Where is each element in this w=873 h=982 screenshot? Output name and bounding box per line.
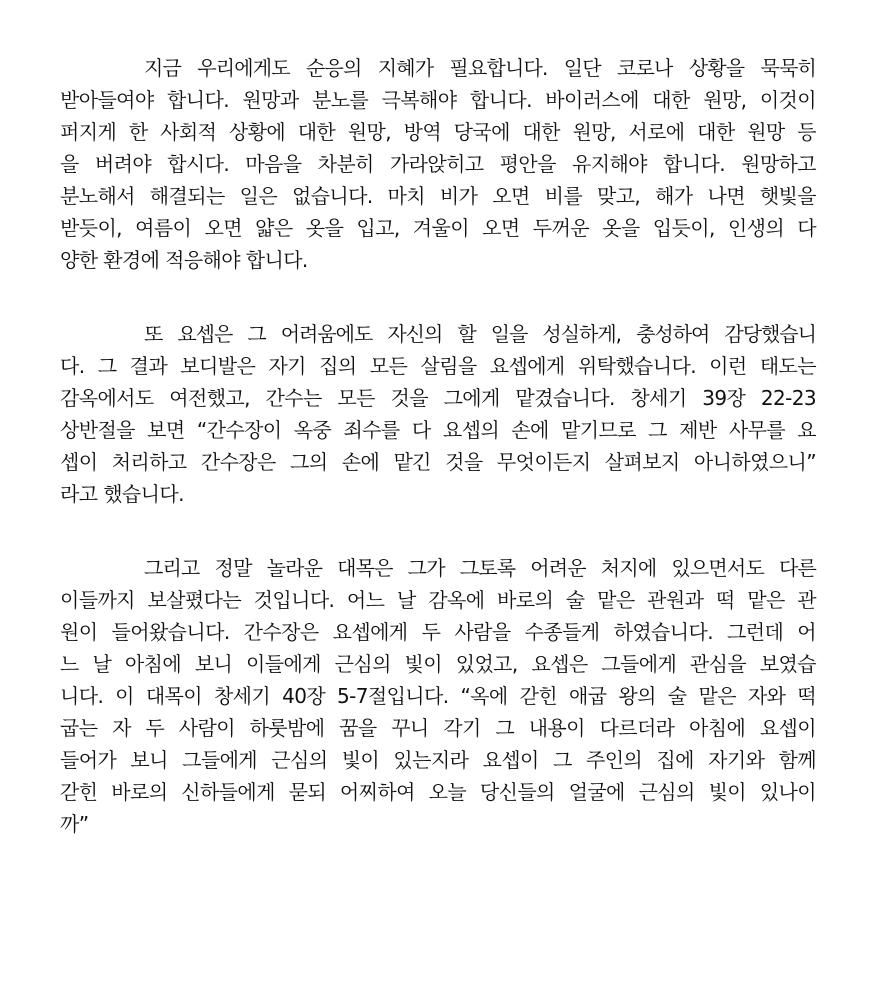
text-line: 갇힌 바로의 신하들에게 묻되 어찌하여 오늘 당신들의 얼굴에 근심의 빛이 있나이 xyxy=(60,780,816,804)
text-line: 감옥에서도 여전했고, 간수는 모든 것을 그에게 맡겼습니다. 창세기 39장 22-23 xyxy=(60,386,816,410)
text-line: 지금 우리에게도 순응의 지혜가 필요합니다. 일단 코로나 상황을 묵묵히 xyxy=(144,56,816,80)
text-line: 양한 환경에 적응해야 합니다. xyxy=(60,248,308,272)
text-line: 셉이 처리하고 간수장은 그의 손에 맡긴 것을 무엇이든지 살펴보지 아니하였으니” xyxy=(60,450,816,474)
paragraph-3 xyxy=(60,552,816,840)
paragraph-2 xyxy=(60,318,816,510)
text-line: 이들까지 보살폈다는 것입니다. 어느 날 감옥에 바로의 술 맡은 관원과 떡 맡은 관 xyxy=(60,588,816,612)
text-line: 까” xyxy=(60,812,89,836)
text-line: 다. 그 결과 보디발은 자기 집의 모든 살림을 요셉에게 위탁했습니다. 이런 태도는 xyxy=(60,354,816,378)
text-line: 라고 했습니다. xyxy=(60,482,184,506)
text-line: 그리고 정말 놀라운 대목은 그가 그토록 어려운 처지에 있으면서도 다른 xyxy=(144,556,816,580)
text-line: 느 날 아침에 보니 이들에게 근심의 빛이 있었고, 요셉은 그들에게 관심을 보였습 xyxy=(60,652,816,676)
text-line: 퍼지게 한 사회적 상황에 대한 원망, 방역 당국에 대한 원망, 서로에 대한 원망 등 xyxy=(60,120,816,144)
text-line: 들어가 보니 그들에게 근심의 빛이 있는지라 요셉이 그 주인의 집에 자기와 함께 xyxy=(60,748,816,772)
document-page xyxy=(60,52,816,882)
paragraph-1 xyxy=(60,52,816,276)
text-line: 상반절을 보면 “간수장이 옥중 죄수를 다 요셉의 손에 맡기므로 그 제반 사무를 요 xyxy=(60,418,816,442)
text-line: 분노해서 해결되는 일은 없습니다. 마치 비가 오면 비를 맞고, 해가 나면 햇빛을 xyxy=(60,184,816,208)
text-line: 니다. 이 대목이 창세기 40장 5-7절입니다. “옥에 갇힌 애굽 왕의 술 맡은 자와 떡 xyxy=(60,684,816,708)
text-line: 받듯이, 여름이 오면 얇은 옷을 입고, 겨울이 오면 두꺼운 옷을 입듯이, 인생의 다 xyxy=(60,216,816,240)
text-line: 을 버려야 합시다. 마음을 차분히 가라앉히고 평안을 유지해야 합니다. 원망하고 xyxy=(60,152,816,176)
text-line: 원이 들어왔습니다. 간수장은 요셉에게 두 사람을 수종들게 하였습니다. 그런데 어 xyxy=(60,620,816,644)
text-line: 또 요셉은 그 어려움에도 자신의 할 일을 성실하게, 충성하여 감당했습니 xyxy=(144,322,816,346)
text-line: 굽는 자 두 사람이 하룻밤에 꿈을 꾸니 각기 그 내용이 다르더라 아침에 요셉이 xyxy=(60,716,816,740)
text-line: 받아들여야 합니다. 원망과 분노를 극복해야 합니다. 바이러스에 대한 원망, 이것이 xyxy=(60,88,816,112)
